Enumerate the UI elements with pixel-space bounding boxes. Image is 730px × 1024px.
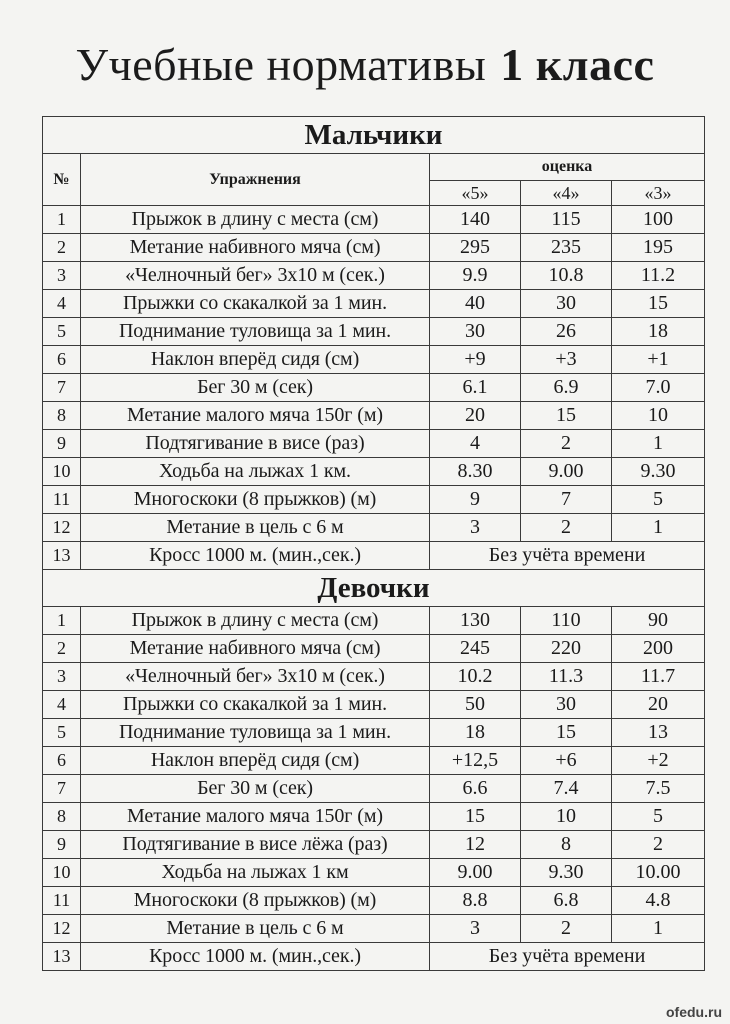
grade-3-value: 20 xyxy=(612,691,705,719)
grade-3-value: 10 xyxy=(612,402,705,430)
row-number: 11 xyxy=(43,486,81,514)
grade-4-value: 7.4 xyxy=(521,775,612,803)
grade-3-value: +1 xyxy=(612,346,705,374)
exercise-name: Прыжок в длину с места (см) xyxy=(81,206,430,234)
grade-4-value: 11.3 xyxy=(521,663,612,691)
grade-4-value: 2 xyxy=(521,915,612,943)
column-header-grade-5: «5» xyxy=(430,181,521,206)
table-row xyxy=(43,542,705,570)
standards-table-body xyxy=(43,117,705,971)
section-title-boys: Мальчики xyxy=(43,117,705,154)
grade-4-value: +3 xyxy=(521,346,612,374)
exercise-name: Метание набивного мяча (см) xyxy=(81,635,430,663)
grade-3-value: 10.00 xyxy=(612,859,705,887)
grade-5-value: +12,5 xyxy=(430,747,521,775)
table-row xyxy=(43,402,705,430)
exercise-name: Бег 30 м (сек) xyxy=(81,775,430,803)
row-number: 13 xyxy=(43,542,81,570)
column-header-grade: оценка xyxy=(430,154,705,181)
row-number: 6 xyxy=(43,346,81,374)
grade-4-value: 30 xyxy=(521,691,612,719)
section-header-boys xyxy=(43,117,705,154)
table-row xyxy=(43,430,705,458)
table-row xyxy=(43,318,705,346)
table-row xyxy=(43,635,705,663)
row-number: 6 xyxy=(43,747,81,775)
grade-4-value: 220 xyxy=(521,635,612,663)
exercise-name: Прыжок в длину с места (см) xyxy=(81,607,430,635)
exercise-name: Прыжки со скакалкой за 1 мин. xyxy=(81,290,430,318)
column-header-grade-3: «3» xyxy=(612,181,705,206)
row-number: 11 xyxy=(43,887,81,915)
grade-3-value: 90 xyxy=(612,607,705,635)
grade-4-value: 15 xyxy=(521,402,612,430)
grade-3-value: 1 xyxy=(612,915,705,943)
exercise-name: Метание малого мяча 150г (м) xyxy=(81,803,430,831)
row-number: 4 xyxy=(43,290,81,318)
row-number: 12 xyxy=(43,915,81,943)
table-row xyxy=(43,859,705,887)
table-row xyxy=(43,514,705,542)
grade-5-value: 18 xyxy=(430,719,521,747)
row-number: 1 xyxy=(43,607,81,635)
title-text: Учебные нормативы xyxy=(75,39,487,90)
grade-3-value: 9.30 xyxy=(612,458,705,486)
grade-3-value: +2 xyxy=(612,747,705,775)
title-grade: 1 класс xyxy=(500,39,655,90)
grade-4-value: 30 xyxy=(521,290,612,318)
table-row xyxy=(43,943,705,971)
grade-5-value: 6.6 xyxy=(430,775,521,803)
table-row xyxy=(43,374,705,402)
exercise-name: Многоскоки (8 прыжков) (м) xyxy=(81,887,430,915)
exercise-name: «Челночный бег» 3х10 м (сек.) xyxy=(81,262,430,290)
grade-5-value: 9.9 xyxy=(430,262,521,290)
grade-3-value: 195 xyxy=(612,234,705,262)
table-row xyxy=(43,747,705,775)
grade-4-value: 26 xyxy=(521,318,612,346)
exercise-name: Бег 30 м (сек) xyxy=(81,374,430,402)
table-row xyxy=(43,607,705,635)
exercise-name: Прыжки со скакалкой за 1 мин. xyxy=(81,691,430,719)
section-header-girls xyxy=(43,570,705,607)
grade-3-value: 100 xyxy=(612,206,705,234)
table-row xyxy=(43,915,705,943)
grade-5-value: 12 xyxy=(430,831,521,859)
exercise-name: Поднимание туловища за 1 мин. xyxy=(81,318,430,346)
grade-5-value: 50 xyxy=(430,691,521,719)
exercise-name: Поднимание туловища за 1 мин. xyxy=(81,719,430,747)
exercise-name: Ходьба на лыжах 1 км. xyxy=(81,458,430,486)
exercise-name: Многоскоки (8 прыжков) (м) xyxy=(81,486,430,514)
table-row xyxy=(43,831,705,859)
row-number: 9 xyxy=(43,831,81,859)
grade-4-value: +6 xyxy=(521,747,612,775)
exercise-name: Метание в цель с 6 м xyxy=(81,915,430,943)
exercise-name: Наклон вперёд сидя (см) xyxy=(81,346,430,374)
exercise-name: «Челночный бег» 3х10 м (сек.) xyxy=(81,663,430,691)
row-number: 8 xyxy=(43,803,81,831)
row-number: 2 xyxy=(43,635,81,663)
row-number: 12 xyxy=(43,514,81,542)
column-header-number: № xyxy=(43,154,81,206)
standards-table xyxy=(42,116,705,971)
row-number: 8 xyxy=(43,402,81,430)
grade-3-value: 4.8 xyxy=(612,887,705,915)
grade-5-value: 6.1 xyxy=(430,374,521,402)
table-row xyxy=(43,486,705,514)
row-number: 3 xyxy=(43,262,81,290)
table-row xyxy=(43,206,705,234)
grade-4-value: 10.8 xyxy=(521,262,612,290)
exercise-name: Наклон вперёд сидя (см) xyxy=(81,747,430,775)
grade-3-value: 200 xyxy=(612,635,705,663)
exercise-name: Кросс 1000 м. (мин.,сек.) xyxy=(81,943,430,971)
grade-4-value: 7 xyxy=(521,486,612,514)
grade-5-value: 245 xyxy=(430,635,521,663)
grade-3-value: 5 xyxy=(612,486,705,514)
grade-4-value: 235 xyxy=(521,234,612,262)
row-number: 10 xyxy=(43,859,81,887)
grade-5-value: 30 xyxy=(430,318,521,346)
grade-5-value: 40 xyxy=(430,290,521,318)
table-row xyxy=(43,346,705,374)
grade-4-value: 10 xyxy=(521,803,612,831)
watermark: ofedu.ru xyxy=(666,1004,722,1020)
column-header-exercise: Упражнения xyxy=(81,154,430,206)
grade-4-value: 15 xyxy=(521,719,612,747)
section-title-girls: Девочки xyxy=(43,570,705,607)
row-number: 5 xyxy=(43,719,81,747)
grade-4-value: 9.30 xyxy=(521,859,612,887)
row-number: 4 xyxy=(43,691,81,719)
grade-3-value: 5 xyxy=(612,803,705,831)
grade-3-value: 1 xyxy=(612,430,705,458)
grade-5-value: 3 xyxy=(430,915,521,943)
grade-3-value: 11.2 xyxy=(612,262,705,290)
grade-5-value: 130 xyxy=(430,607,521,635)
page-title xyxy=(0,38,730,91)
grade-5-value: 3 xyxy=(430,514,521,542)
row-number: 10 xyxy=(43,458,81,486)
grade-5-value: 15 xyxy=(430,803,521,831)
table-row xyxy=(43,234,705,262)
table-row xyxy=(43,691,705,719)
table-header-row xyxy=(43,154,705,181)
grade-3-value: 13 xyxy=(612,719,705,747)
exercise-name: Кросс 1000 м. (мин.,сек.) xyxy=(81,542,430,570)
grade-5-value: 295 xyxy=(430,234,521,262)
grade-3-value: 2 xyxy=(612,831,705,859)
no-time-note: Без учёта времени xyxy=(430,542,705,570)
grade-5-value: 9 xyxy=(430,486,521,514)
exercise-name: Подтягивание в висе (раз) xyxy=(81,430,430,458)
grade-5-value: 8.30 xyxy=(430,458,521,486)
table-row xyxy=(43,290,705,318)
grade-4-value: 6.9 xyxy=(521,374,612,402)
row-number: 5 xyxy=(43,318,81,346)
row-number: 7 xyxy=(43,374,81,402)
grade-3-value: 15 xyxy=(612,290,705,318)
row-number: 2 xyxy=(43,234,81,262)
grade-5-value: 8.8 xyxy=(430,887,521,915)
grade-5-value: 9.00 xyxy=(430,859,521,887)
grade-4-value: 8 xyxy=(521,831,612,859)
exercise-name: Метание малого мяча 150г (м) xyxy=(81,402,430,430)
grade-5-value: 4 xyxy=(430,430,521,458)
grade-4-value: 2 xyxy=(521,430,612,458)
grade-4-value: 2 xyxy=(521,514,612,542)
table-row xyxy=(43,458,705,486)
grade-4-value: 9.00 xyxy=(521,458,612,486)
table-row xyxy=(43,719,705,747)
column-header-grade-4: «4» xyxy=(521,181,612,206)
grade-5-value: 20 xyxy=(430,402,521,430)
grade-3-value: 7.5 xyxy=(612,775,705,803)
exercise-name: Метание в цель с 6 м xyxy=(81,514,430,542)
table-row xyxy=(43,803,705,831)
grade-4-value: 6.8 xyxy=(521,887,612,915)
grade-3-value: 7.0 xyxy=(612,374,705,402)
exercise-name: Подтягивание в висе лёжа (раз) xyxy=(81,831,430,859)
row-number: 13 xyxy=(43,943,81,971)
grade-4-value: 115 xyxy=(521,206,612,234)
row-number: 3 xyxy=(43,663,81,691)
exercise-name: Метание набивного мяча (см) xyxy=(81,234,430,262)
no-time-note: Без учёта времени xyxy=(430,943,705,971)
grade-3-value: 18 xyxy=(612,318,705,346)
grade-3-value: 1 xyxy=(612,514,705,542)
grade-5-value: +9 xyxy=(430,346,521,374)
grade-3-value: 11.7 xyxy=(612,663,705,691)
grade-5-value: 10.2 xyxy=(430,663,521,691)
row-number: 1 xyxy=(43,206,81,234)
row-number: 7 xyxy=(43,775,81,803)
grade-5-value: 140 xyxy=(430,206,521,234)
exercise-name: Ходьба на лыжах 1 км xyxy=(81,859,430,887)
table-row xyxy=(43,663,705,691)
table-row xyxy=(43,775,705,803)
table-row xyxy=(43,262,705,290)
table-row xyxy=(43,887,705,915)
row-number: 9 xyxy=(43,430,81,458)
grade-4-value: 110 xyxy=(521,607,612,635)
